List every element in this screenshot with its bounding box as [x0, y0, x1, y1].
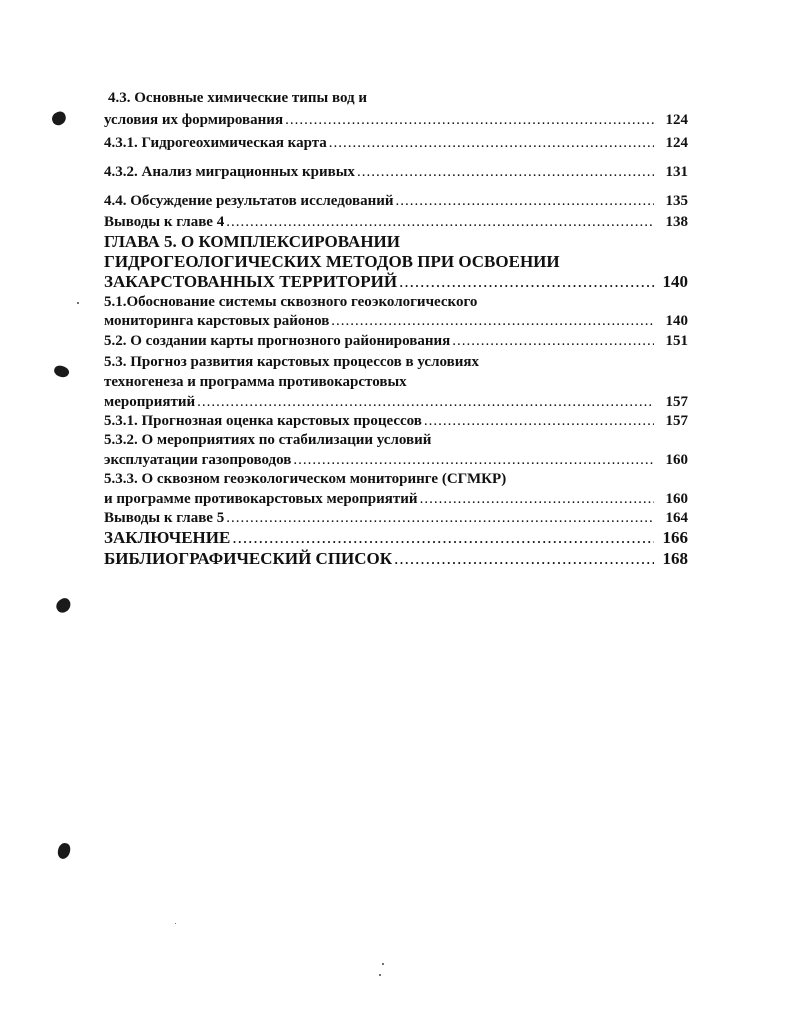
- dot-leader: [224, 212, 654, 232]
- toc-entry-page: 164: [665, 510, 688, 526]
- toc-entry-label: Выводы к главе 5: [104, 510, 225, 526]
- toc-entry-5-3-line1: [104, 352, 688, 372]
- toc-entry-label: БИБЛИОГРАФИЧЕСКИЙ СПИСОК: [104, 549, 393, 568]
- toc-entry-5-3-3-line1: [104, 469, 688, 489]
- toc-entry-5-1-line2: [104, 311, 688, 331]
- toc-entry-page: 157: [665, 413, 688, 429]
- toc-entry-5-3-2-line1: [104, 430, 688, 450]
- toc-entry-bibliography: [104, 549, 688, 569]
- toc-entry-page: 131: [665, 164, 688, 180]
- toc-entry-label: и программе противокарстовых мероприятий: [104, 491, 418, 507]
- toc-entry-4-3-2: [104, 162, 688, 182]
- toc-entry-page: 140: [665, 313, 688, 329]
- dot-leader: [230, 528, 654, 548]
- toc-entry-5-3-1: [104, 411, 688, 431]
- dot-leader: [327, 133, 654, 153]
- dot-leader: [283, 110, 654, 130]
- dot-leader: [224, 508, 654, 528]
- toc-entry-label: 5.2. О создании карты прогнозного районирования: [104, 333, 451, 349]
- dot-leader: [392, 549, 654, 569]
- dot-leader: [355, 162, 654, 182]
- toc-entry-4-4: [104, 191, 688, 211]
- dot-leader: [195, 392, 654, 412]
- toc-entry-page: 168: [662, 549, 688, 568]
- toc-entry-label: техногенеза и программа противокарстовых: [104, 374, 407, 390]
- toc-entry-label: 5.3.1. Прогнозная оценка карстовых процессов: [104, 413, 422, 429]
- toc-entry-page: 166: [662, 528, 688, 547]
- toc-entry-page: 140: [662, 272, 688, 291]
- scan-smudge: [54, 596, 74, 615]
- toc-entry-label: 4.3. Основные химические типы вод и: [108, 90, 368, 106]
- toc-entry-5-3-2-line2: [104, 450, 688, 470]
- toc-entry-page: 160: [665, 491, 688, 507]
- toc-entry-5-3-3-line2: [104, 489, 688, 509]
- toc-entry-conclusions-5: [104, 508, 688, 528]
- toc-chapter-5-line3: [104, 272, 688, 292]
- toc-entry-4-3-line1: [104, 88, 688, 108]
- toc-chapter-5-line1: [104, 232, 688, 252]
- dot-leader: [422, 411, 654, 431]
- toc-entry-label: 4.3.1. Гидрогеохимическая карта: [104, 135, 327, 151]
- dot-leader: [329, 311, 654, 331]
- dot-leader: [418, 489, 654, 509]
- toc-entry-4-3-1: [104, 133, 688, 153]
- toc-entry-page: 160: [665, 452, 688, 468]
- toc-entry-page: 135: [665, 193, 688, 209]
- toc-entry-conclusion: [104, 528, 688, 548]
- scan-smudge: [57, 842, 72, 860]
- toc-entry-label: мероприятий: [104, 394, 196, 410]
- toc-entry-5-2: [104, 331, 688, 351]
- toc-entry-5-1-line1: [104, 292, 688, 312]
- scan-smudge: [52, 363, 70, 379]
- toc-entry-page: 124: [665, 135, 688, 151]
- toc-entry-label: мониторинга карстовых районов: [104, 313, 330, 329]
- toc-entry-label: 5.3.3. О сквозном геоэкологическом мониторинге (СГМКР): [104, 471, 507, 487]
- toc-entry-page: 124: [665, 112, 688, 128]
- toc-entry-5-3-line3: [104, 392, 688, 412]
- toc-entry-label: эксплуатации газопроводов: [104, 452, 292, 468]
- toc-entry-5-3-line2: [104, 372, 688, 392]
- toc-entry-label: ЗАКЛЮЧЕНИЕ: [104, 528, 231, 547]
- toc-entry-label: 4.4. Обсуждение результатов исследований: [104, 193, 394, 209]
- scan-speck: [382, 963, 384, 965]
- toc-entry-label: 5.1.Обоснование системы сквозного геоэкологического: [104, 294, 478, 310]
- toc-chapter-5-line2: [104, 252, 688, 272]
- scan-speck: [379, 974, 381, 976]
- toc-entry-label: ГЛАВА 5. О КОМПЛЕКСИРОВАНИИ: [104, 232, 400, 251]
- toc-entry-page: 157: [665, 394, 688, 410]
- toc-entry-page: 138: [665, 214, 688, 230]
- scan-speck: [77, 302, 79, 304]
- toc-entry-label: 5.3. Прогноз развития карстовых процессов в условиях: [104, 354, 479, 370]
- toc-entry-label: Выводы к главе 4: [104, 214, 225, 230]
- dot-leader: [394, 191, 655, 211]
- toc-entry-label: условия их формирования: [104, 112, 284, 128]
- toc-entry-label: ГИДРОГЕОЛОГИЧЕСКИХ МЕТОДОВ ПРИ ОСВОЕНИИ: [104, 252, 560, 271]
- toc-entry-4-3-line2: [104, 110, 688, 130]
- toc-entry-label: 5.3.2. О мероприятиях по стабилизации условий: [104, 432, 432, 448]
- toc-entry-label: ЗАКАРСТОВАННЫХ ТЕРРИТОРИЙ: [104, 272, 398, 291]
- scan-speck: [175, 923, 176, 924]
- dot-leader: [450, 331, 654, 351]
- dot-leader: [291, 450, 654, 470]
- dot-leader: [397, 272, 654, 292]
- toc-entry-conclusions-4: [104, 212, 688, 232]
- toc-entry-page: 151: [665, 333, 688, 349]
- scan-smudge: [50, 110, 68, 127]
- toc-entry-label: 4.3.2. Анализ миграционных кривых: [104, 164, 355, 180]
